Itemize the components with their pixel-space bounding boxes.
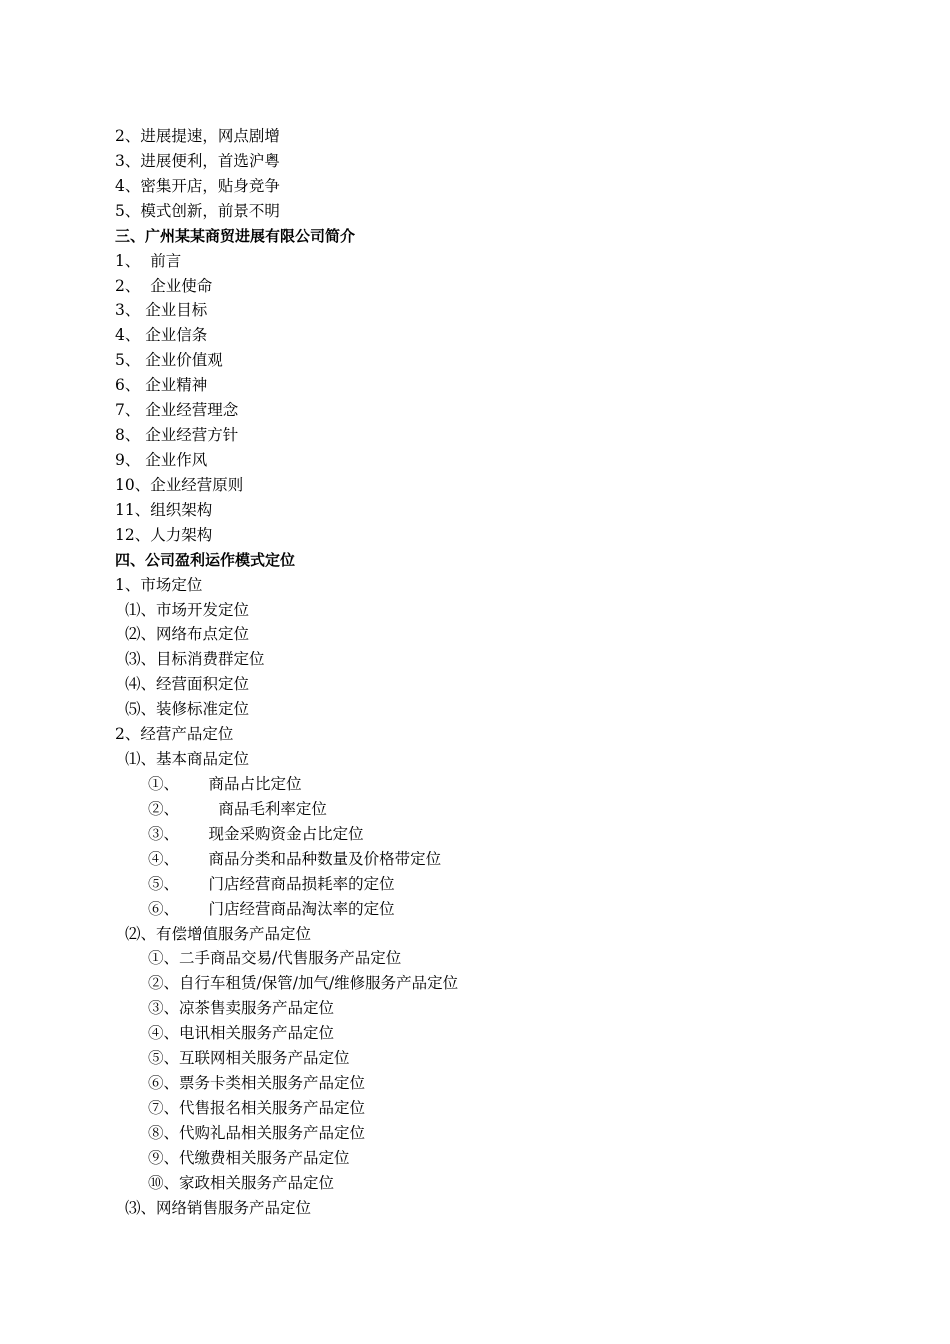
list-item: 5、模式创新，前景不明 (115, 201, 280, 220)
list-item: 7、 企业经营理念 (115, 401, 239, 420)
section-heading: 三、广州某某商贸进展有限公司简介 (115, 226, 356, 245)
list-item: 3、 企业目标 (115, 301, 208, 320)
nested-list-item: ⑤、 门店经营商品损耗率的定位 (148, 874, 395, 893)
list-item: 2、 企业使命 (115, 276, 213, 295)
sub-list-item: ⑶、网络销售服务产品定位 (125, 1198, 312, 1217)
sub-list-item: ⑵、网络布点定位 (125, 625, 250, 644)
list-item: 8、 企业经营方针 (115, 426, 239, 445)
nested-list-item: ⑤、互联网相关服务产品定位 (148, 1049, 350, 1068)
nested-list-item: ⑨、代缴费相关服务产品定位 (148, 1148, 350, 1167)
nested-list-item: ⑥、 门店经营商品淘汰率的定位 (148, 899, 395, 918)
list-item: 2、进展提速，网点剧增 (115, 127, 280, 145)
sub-list-item: ⑷、经营面积定位 (125, 675, 250, 694)
sub-list-item: ⑵、有偿增值服务产品定位 (125, 924, 312, 943)
list-item: 1、 前言 (115, 251, 182, 270)
nested-list-item: ⑥、票务卡类相关服务产品定位 (148, 1074, 366, 1093)
nested-list-item: ⑧、代购礼品相关服务产品定位 (148, 1123, 366, 1142)
section-heading: 四、公司盈利运作模式定位 (115, 550, 296, 569)
list-item: 1、市场定位 (115, 575, 203, 594)
list-item: 4、密集开店，贴身竞争 (115, 176, 280, 195)
nested-list-item: ②、 商品毛利率定位 (148, 799, 327, 818)
list-item: 9、 企业作风 (115, 450, 208, 469)
nested-list-item: ③、 现金采购资金占比定位 (148, 824, 364, 843)
nested-list-item: ④、电讯相关服务产品定位 (148, 1024, 335, 1043)
nested-list-item: ⑦、代售报名相关服务产品定位 (148, 1098, 366, 1117)
list-item: 2、经营产品定位 (115, 725, 234, 744)
nested-list-item: ①、 商品占比定位 (148, 774, 302, 793)
document-body (115, 124, 875, 1221)
list-item: 6、 企业精神 (115, 376, 208, 395)
nested-list-item: ③、凉茶售卖服务产品定位 (148, 999, 335, 1018)
sub-list-item: ⑴、基本商品定位 (125, 750, 250, 769)
list-item: 10、企业经营原则 (115, 475, 244, 494)
nested-list-item: ⑩、家政相关服务产品定位 (148, 1173, 335, 1192)
list-item: 11、组织架构 (115, 500, 213, 519)
list-item: 12、人力架构 (115, 525, 213, 544)
nested-list-item: ①、二手商品交易/代售服务产品定位 (148, 949, 402, 968)
sub-list-item: ⑴、市场开发定位 (125, 600, 250, 619)
sub-list-item: ⑶、目标消费群定位 (125, 650, 265, 669)
sub-list-item: ⑸、装修标准定位 (125, 700, 250, 719)
list-item: 4、 企业信条 (115, 326, 208, 345)
list-item: 3、进展便利，首选沪粤 (115, 151, 280, 170)
nested-list-item: ②、自行车租赁/保管/加气/维修服务产品定位 (148, 974, 459, 993)
list-item: 5、 企业价值观 (115, 351, 223, 370)
nested-list-item: ④、 商品分类和品种数量及价格带定位 (148, 849, 442, 868)
